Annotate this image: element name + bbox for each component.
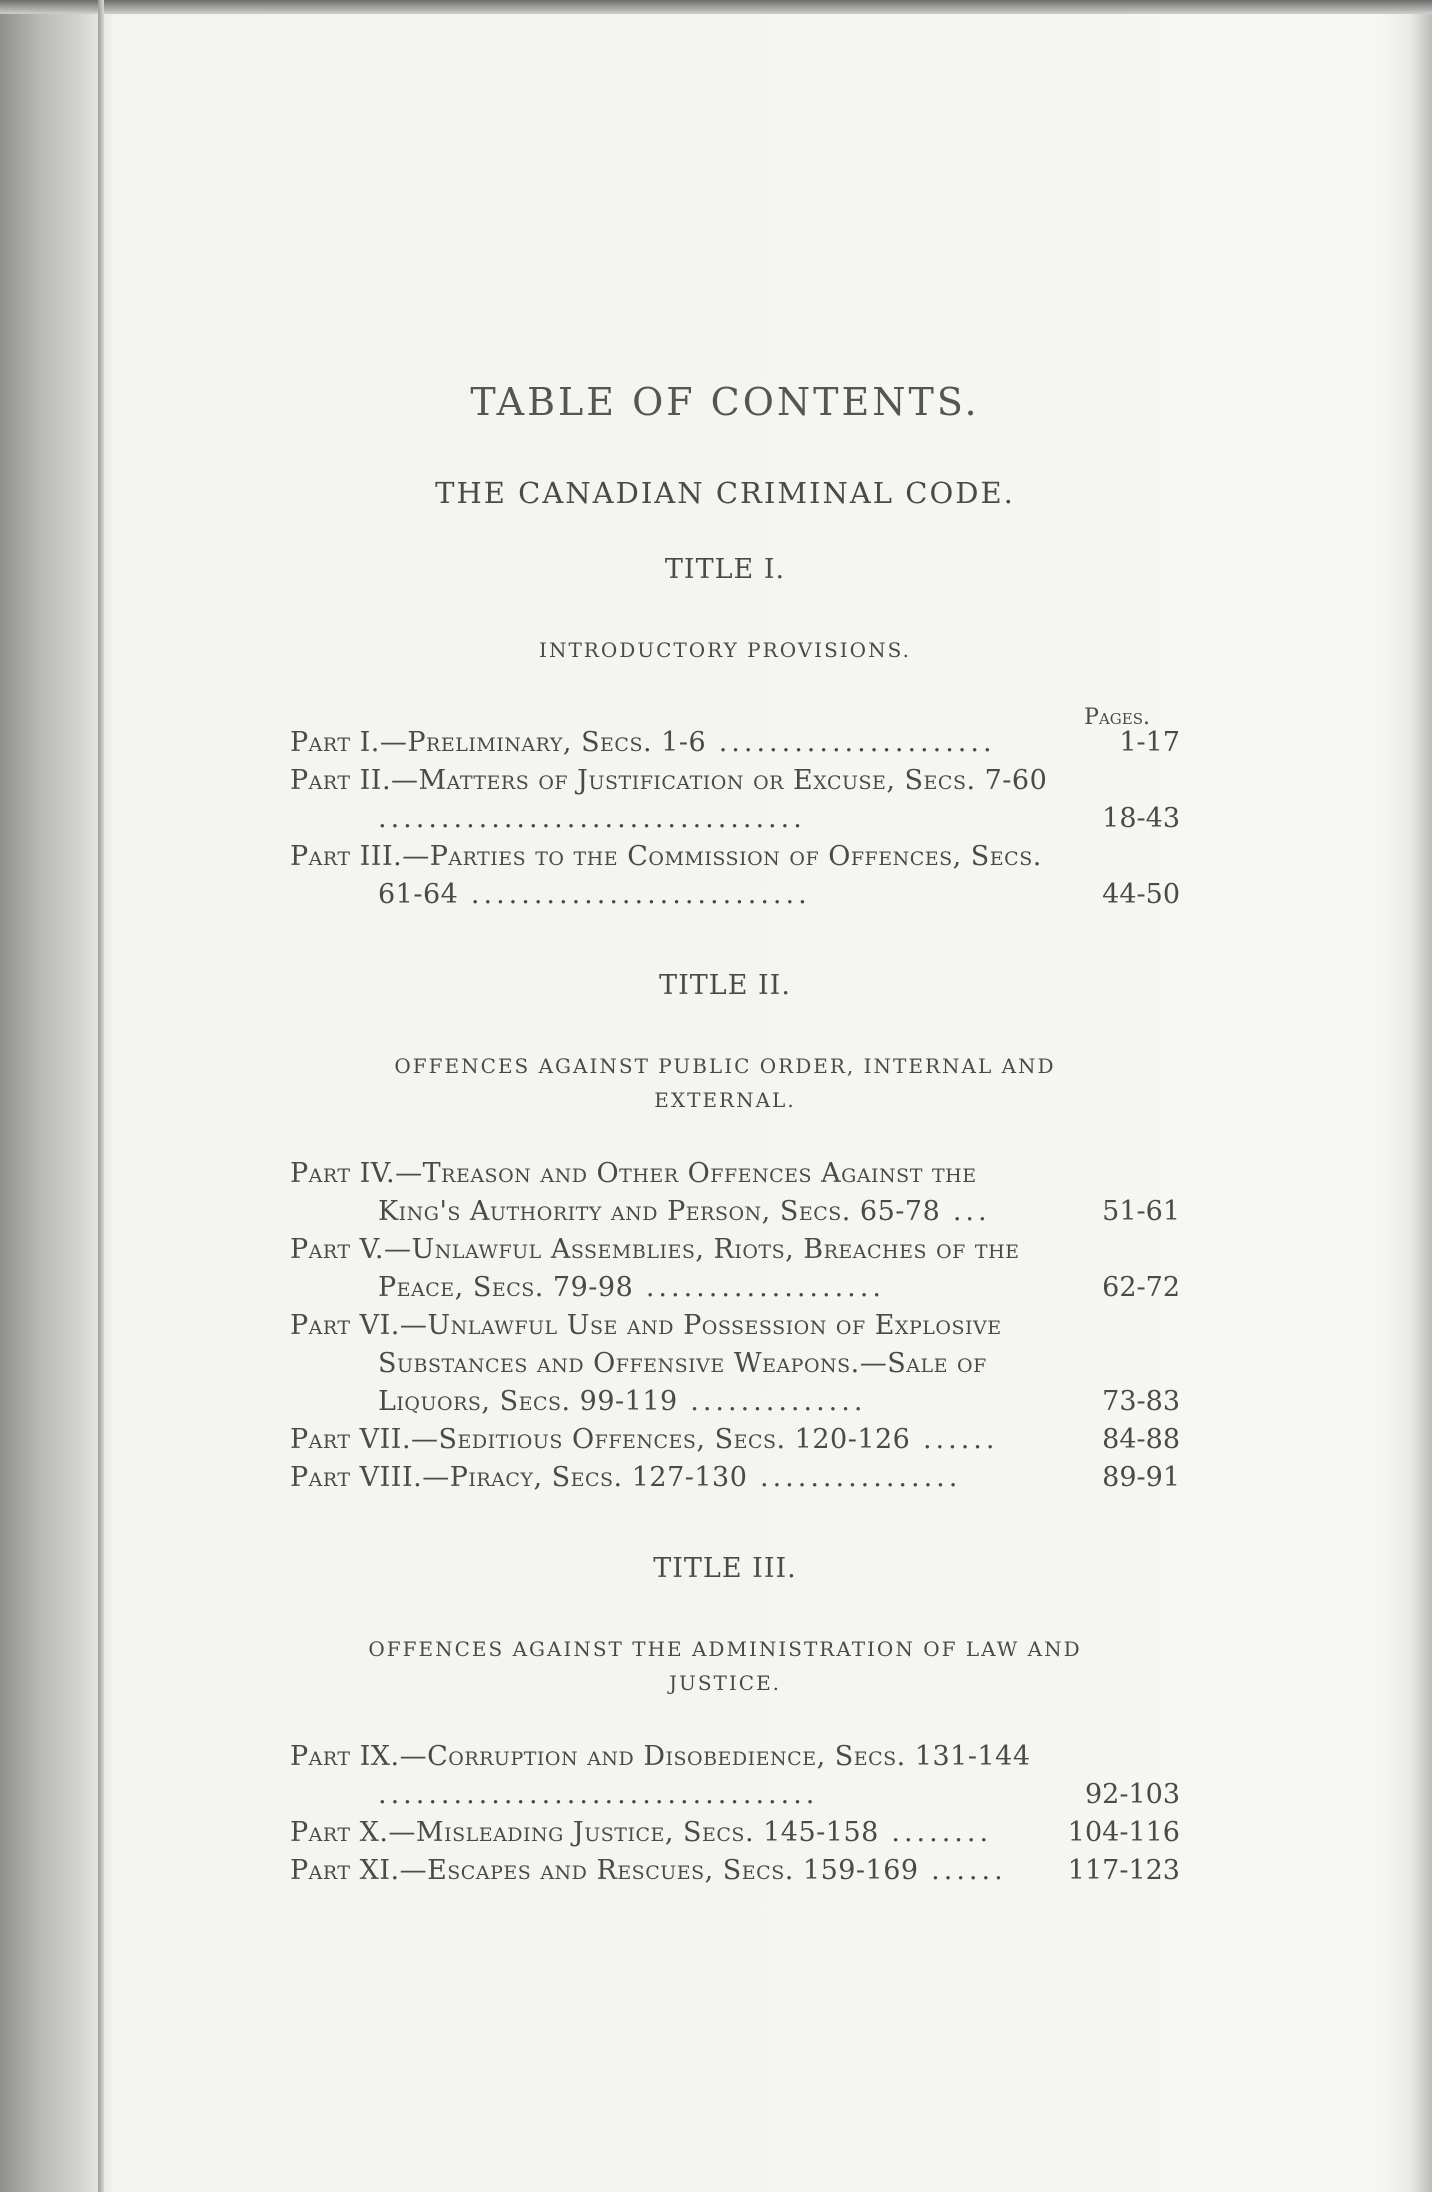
leader-dots: ..................................: [378, 803, 806, 834]
toc-entry-pages: 89-91: [1102, 1462, 1180, 1493]
toc-entry-text: Part V.—Unlawful Assemblies, Riots, Breaches of the Peace, Secs. 79-98: [290, 1234, 1020, 1303]
toc-entry-pages: 44-50: [1102, 879, 1180, 910]
toc-entry-pages: 84-88: [1102, 1424, 1180, 1455]
toc-entry: [290, 1307, 1180, 1421]
toc-list-2: [290, 1155, 1180, 1497]
title-heading-1: TITLE I.: [664, 554, 786, 585]
toc-list-1: [290, 705, 1180, 914]
toc-entry: [290, 838, 1180, 914]
leader-dots: ..............: [677, 1386, 867, 1417]
leader-dots: ......: [910, 1424, 999, 1455]
section-heading-3: OFFENCES AGAINST THE ADMINISTRATION OF LAW AND JUSTICE.: [368, 1637, 1082, 1695]
toc-entry-text: Part IX.—Corruption and Disobedience, Secs. 131-144: [290, 1741, 1031, 1772]
toc-entry-pages: 62-72: [1102, 1272, 1180, 1303]
toc-entry-text: Part VIII.—Piracy, Secs. 127-130: [290, 1462, 748, 1493]
toc-entry-text: Part II.—Matters of Justification or Excuse, Secs. 7-60: [290, 765, 1048, 796]
leader-dots: ................: [747, 1462, 962, 1493]
toc-entry: [290, 1814, 1180, 1852]
title-heading-3: TITLE III.: [653, 1553, 797, 1584]
toc-entry-text: Part III.—Parties to the Commission of Offences, Secs. 61-64: [290, 841, 1042, 910]
toc-entry-text: Part XI.—Escapes and Rescues, Secs. 159-169: [290, 1855, 919, 1886]
leader-dots: ...: [940, 1196, 991, 1227]
toc-entry: [290, 762, 1180, 838]
leader-dots: ...................................: [378, 1779, 819, 1810]
page-title: TABLE OF CONTENTS.: [470, 380, 980, 424]
toc-entry-pages: 51-61: [1102, 1196, 1180, 1227]
leader-dots: ...........................: [458, 879, 811, 910]
toc-entry-pages: 73-83: [1102, 1386, 1180, 1417]
page-top-edge: [0, 0, 1432, 14]
toc-entry-pages: 92-103: [1084, 1779, 1180, 1810]
toc-entry: [290, 1852, 1180, 1890]
toc-entry-text: Part IV.—Treason and Other Offences Against the King's Authority and Person, Secs. 65-78: [290, 1158, 977, 1227]
toc-entry: [290, 1459, 1180, 1497]
toc-entry-pages: 1-17: [1119, 727, 1180, 758]
table-of-contents: [250, 380, 1200, 1946]
section-heading-1: INTRODUCTORY PROVISIONS.: [539, 638, 911, 662]
book-spine: [98, 0, 104, 2192]
toc-entry: [290, 1155, 1180, 1231]
toc-entry-text: Part VII.—Seditious Offences, Secs. 120-126: [290, 1424, 911, 1455]
code-title: THE CANADIAN CRIMINAL CODE.: [435, 476, 1015, 510]
leader-dots: ........: [878, 1817, 993, 1848]
section-heading-2: OFFENCES AGAINST PUBLIC ORDER, INTERNAL AND EXTERNAL.: [394, 1054, 1056, 1112]
pages-column-label: Pages.: [1084, 705, 1150, 730]
leader-dots: ...................: [633, 1272, 885, 1303]
toc-entry-text: Part VI.—Unlawful Use and Possession of Explosive Substances and Offensive Weapons.—Sale of Liquors, Secs. 99-119: [290, 1310, 1002, 1417]
toc-entry-pages: 18-43: [1102, 803, 1180, 834]
toc-entry: [290, 1421, 1180, 1459]
toc-entry: [290, 1738, 1180, 1814]
title-heading-2: TITLE II.: [659, 970, 791, 1001]
toc-list-3: [290, 1738, 1180, 1890]
toc-entry-pages: 104-116: [1067, 1817, 1180, 1848]
toc-entry: [290, 1231, 1180, 1307]
toc-entry-pages: 117-123: [1067, 1855, 1180, 1886]
toc-entry-text: Part I.—Preliminary, Secs. 1-6: [290, 727, 707, 758]
leader-dots: ......................: [706, 727, 996, 758]
toc-entry-text: Part X.—Misleading Justice, Secs. 145-158: [290, 1817, 879, 1848]
toc-entry: [290, 724, 1180, 762]
leader-dots: ......: [918, 1855, 1007, 1886]
